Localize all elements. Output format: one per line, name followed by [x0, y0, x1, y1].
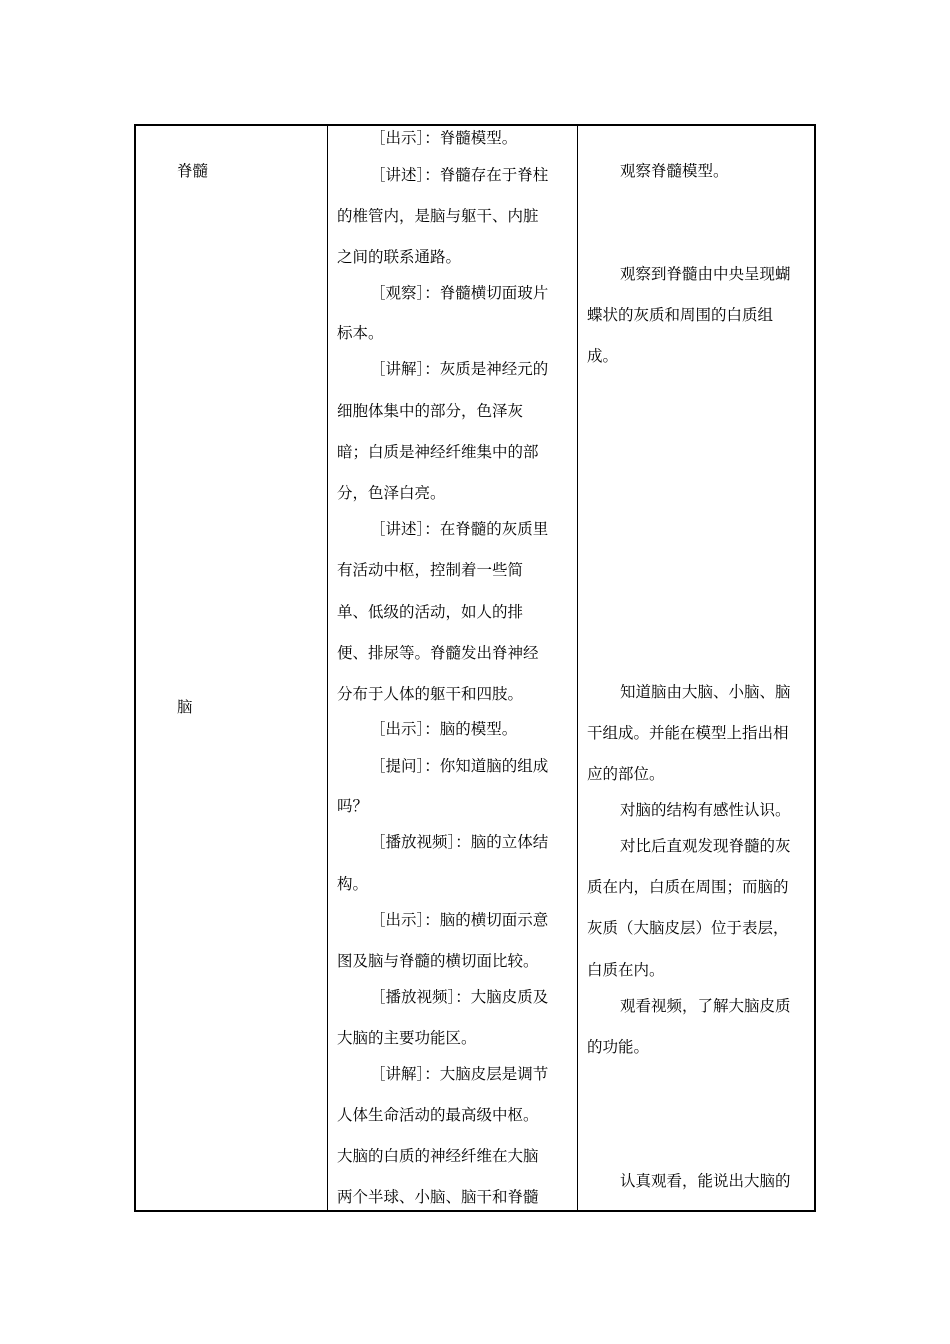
teacher-line: 便、排尿等。脊髓发出脊神经: [337, 644, 539, 662]
teacher-line: ［讲述］：在脊髓的灰质里: [370, 520, 549, 538]
teacher-line: 的椎管内，是脑与躯干、内脏: [337, 207, 539, 225]
student-line: 的功能。: [587, 1038, 650, 1056]
student-line: 蝶状的灰质和周围的白质组: [587, 306, 774, 324]
teacher-line: 图及脑与脊髓的横切面比较。: [337, 952, 539, 970]
topic-label-nao: 脑: [177, 698, 193, 716]
student-line: 灰质（大脑皮层）位于表层，: [587, 919, 789, 937]
student-line: 干组成。并能在模型上指出相: [587, 724, 789, 742]
student-line: 观察脊髓模型。: [620, 162, 729, 180]
teacher-line: ［播放视频］：大脑皮质及: [370, 988, 549, 1006]
student-line: 对比后直观发现脊髓的灰: [620, 837, 791, 855]
teacher-line: 两个半球、小脑、脑干和脊髓: [337, 1188, 539, 1206]
teacher-line: ［出示］：脑的模型。: [370, 720, 518, 738]
teacher-line: 分，色泽白亮。: [337, 484, 446, 502]
student-line: 观看视频，了解大脑皮质: [620, 997, 791, 1015]
student-line: 知道脑由大脑、小脑、脑: [620, 683, 791, 701]
teacher-line: 人体生命活动的最高级中枢。: [337, 1106, 539, 1124]
teacher-line: ［提问］：你知道脑的组成: [370, 757, 549, 775]
column-divider-1: [327, 126, 328, 1210]
teacher-line: 暗；白质是神经纤维集中的部: [337, 443, 539, 461]
teacher-line: 单、低级的活动，如人的排: [337, 603, 524, 621]
teacher-line: ［讲解］：大脑皮层是调节: [370, 1065, 549, 1083]
teacher-line: 有活动中枢，控制着一些简: [337, 561, 524, 579]
student-line: 认真观看，能说出大脑的: [620, 1172, 791, 1190]
teacher-line: ［讲解］：灰质是神经元的: [370, 360, 549, 378]
student-line: 白质在内。: [587, 961, 665, 979]
teacher-line: ［出示］：脑的横切面示意: [370, 911, 549, 929]
teacher-line: ［讲述］：脊髓存在于脊柱: [370, 166, 549, 184]
topic-label-jisui: 脊髓: [177, 162, 209, 180]
teacher-line: 分布于人体的躯干和四肢。: [337, 685, 524, 703]
teacher-line: 吗？: [337, 797, 369, 815]
student-line: 观察到脊髓由中央呈现蝴: [620, 265, 791, 283]
teacher-line: ［播放视频］：脑的立体结: [370, 833, 549, 851]
student-line: 成。: [587, 347, 619, 365]
teacher-line: ［出示］：脊髓模型。: [370, 129, 518, 147]
teacher-line: 构。: [337, 875, 369, 893]
teacher-line: 标本。: [337, 324, 384, 342]
teacher-line: 细胞体集中的部分，色泽灰: [337, 402, 524, 420]
teacher-line: 大脑的白质的神经纤维在大脑: [337, 1147, 539, 1165]
column-divider-2: [577, 126, 578, 1210]
teacher-line: ［观察］：脊髓横切面玻片: [370, 284, 549, 302]
student-line: 应的部位。: [587, 765, 665, 783]
teacher-line: 大脑的主要功能区。: [337, 1029, 477, 1047]
student-line: 质在内，白质在周围；而脑的: [587, 878, 789, 896]
student-line: 对脑的结构有感性认识。: [620, 801, 791, 819]
teacher-line: 之间的联系通路。: [337, 248, 462, 266]
